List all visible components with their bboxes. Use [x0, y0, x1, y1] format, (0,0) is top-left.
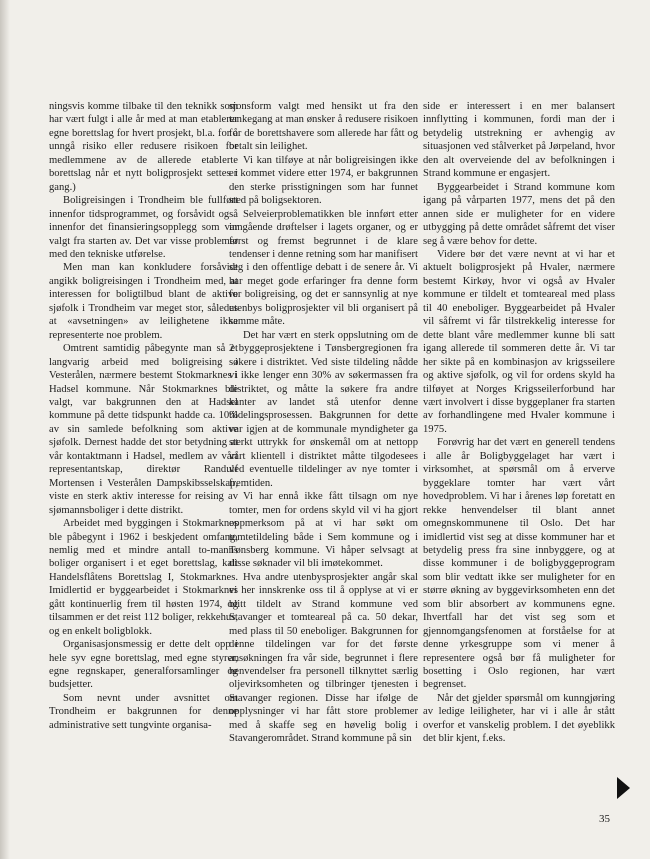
paragraph: ningsvis komme tilbake til den teknikk som har vært fulgt i alle år med at man etablerer egne borettslag for hvert prosjekt, bl.a. for å unngå risiko eller redusere risikoen for medlemmene av de allerede etablerte borettslag når et nytt boligprosjekt settes i gang.): [49, 101, 238, 193]
text-column-2: [229, 100, 418, 746]
paragraph: Omtrent samtidig påbegynte man så et langvarig arbeid med boligreising i Vesterålen, nærmere bestemt Stokmarknes i Hadsel kommune. Når Stokmarknes ble valgt, var bakgrunnen den at Hadsel kommune på dette tidspunkt hadde ca. 10% av sin samlede befolkning som aktive sjøfolk. Dernest hadde det stor betydning at vår kontaktmann i Hadsel, medlem av vårt representantskap, direktør Randulf Mortensen i Vesterålen Dampskibsselskap, viste en sterk aktiv interesse for reising av sjømannsboliger i dette distrikt.: [49, 343, 238, 516]
paragraph: sjonsform valgt med hensikt ut fra den tankegang at man ønsker å redusere risikoen for de borettshavere som allerede har fått og betalt sin leilighet.: [229, 101, 418, 153]
paragraph: Som nevnt under avsnittet om Trondheim er bakgrunnen for denne administrative sett tungvinte organisa-: [49, 692, 238, 731]
paragraph: Organisasjonsmessig er dette delt opp i hele syv egne borettslag, med egne styrer, egne regnskaper, generalforsamlinger og budsjetter.: [49, 639, 238, 691]
paragraph: Når det gjelder spørsmål om kunngjøring av ledige leiligheter, har vi i alle år stått overfor et vanskelig problem. I det øyeblikk det blir kjent, f.eks.: [423, 692, 615, 745]
right-triangle-arrow-icon: [617, 777, 630, 799]
text-column-3: [423, 100, 615, 746]
paragraph: Vi kan tilføye at når boligreisingen ikke er kommet videre etter 1974, er bakgrunnen den sterke prisstigningen som har funnet sted på boligsektoren.: [229, 154, 418, 207]
paragraph: Selveierproblematikken ble innført etter inngående drøftelser i lagets organer, og er først og fremst begrunnet i de klare tendenser i denne retning som har manifisert seg i den offentlige debatt i de senere år. Vi har meget gode erfaringer fra denne form for boligreising, og det er sannsynlig at nye utenbys boligprosjekter vil bli organisert på samme måte.: [229, 208, 418, 328]
paragraph: Arbeidet med byggingen i Stokmarknes ble påbegynt i 1962 i beskjedent omfang, nemlig med et mindre antall to-manns boliger organisert i et eget borettslag, kalt Handelsflåtens Borettslag I, Stokmarknes. Imidlertid er byggearbeidet i Stokmarknes gått kontinuerlig frem til høsten 1974, og tilsammen er det reist 112 boliger, rekkehus, og en enkelt boligblokk.: [49, 518, 238, 637]
paragraph: Hva andre utenbysprosjekter angår skal vi her innskrenke oss til å opplyse at vi er blitt tildelt av Strand kommune ved Stavanger et tomteareal på ca. 50 dekar, med plass til 50 eneboliger. Bakgrunnen for denne tildelingen var for det første ansøkningen fra vår side, begrunnet i flere henvendelser fra personell tilknyttet særlig oljevirksomheten og tilbringer tjenesten i Stavanger regionen. Disse har ifølge de opplysninger vi har fått store problemer med å skaffe seg en høvelig bolig i Stavangerområdet. Strand kommune på sin: [229, 571, 418, 745]
page-number: 35: [599, 813, 610, 825]
text-column-1: [49, 100, 238, 732]
paragraph: Forøvrig har det vært en generell tendens i alle år Boligbyggelaget har vært i virksomhet, at spørsmål om å erverve byggeklare tomter har vært vårt hovedproblem. Vi har i årenes løp foretatt en rekke henvendelser til blant annet omegnskommunene til Oslo. Det har imidlertid vist seg at disse kommuner har et betydelig press fra sine innbyggere, og at disse kommuner i de boligbyggeprogram som blir vedtatt ikke ser muligheter for en større økning av byggevirksomheten enn det som blir absorbert av kommunens egne. Ihvertfall har det vist seg som et gjennomgangsfenomen at forståelse for at denne yrkesgruppe som vi mener å representere også bør få muligheter for bosetting i Oslo regionen, har vært begrenset.: [423, 437, 615, 691]
binding-shadow: [0, 0, 10, 859]
paragraph: Boligreisingen i Trondheim ble fullført innenfor tidsprogrammet, og forsåvidt også innenfor det finansieringsopplegg som var valgt fra starten av. Det var visse problemer med den tekniske utførelse.: [49, 195, 238, 260]
paragraph: Vi har ennå ikke fått tilsagn om nye tomter, men for ordens skyld vil vi ha gjort oppmerksom på at vi har søkt om tomtetildeling både i Sem kommune og i Tønsberg kommune. Vi håper selvsagt at disse søknader vil bli imøtekommet.: [229, 491, 418, 570]
paragraph: Videre bør det være nevnt at vi har et aktuelt boligprosjekt på Hvaler, nærmere bestemt Kirkøy, hvor vi også av Hvaler kommune er tildelt et tomteareal med plass til 40 eneboliger. Byggearbeidet på Hvaler vil såfremt vi får tilstrekkelig interesse for dette blant våre medlemmer kunne bli satt igang allerede til sommeren dette år. Vi tar her sikte på en kombinasjon av krigsseilere og aktive sjøfolk, og vil for ordens skyld ha tilføyet at Norges Krigsseilerforbund har vært involvert i disse byggeplaner fra starten av forhandlingene med Hvaler kommune i 1975.: [423, 248, 615, 435]
paragraph: Men man kan konkludere forsåvidt angikk boligreisingen i Trondheim med, at interessen for boligtilbud blant de aktive sjøfolk i Trondheim var meget stor, således at «avsetningen» av leilighetene ikke representerte noe problem.: [49, 262, 238, 341]
paragraph: Det har vært en sterk oppslutning om de 2 byggeprosjektene i Tønsbergregionen fra søkere i distriktet. Ved siste tildeling nådde vi ikke lenger enn 30% av søkermassen fra distriktet, og måtte la søkere fra andre kanter av landet stå utenfor denne tildelingsprosessen. Bakgrunnen for dette var igjen at de kommunale myndigheter ga sterkt uttrykk for ønskemål om at nettopp vårt klientell i distriktet måtte tilgodesees ved eventuelle tildelinger av nye tomter i fremtiden.: [229, 329, 418, 489]
paragraph: side er interessert i en mer balansert innflytting i kommunen, fordi man der i betydelig utstrekning er avhengig av situasjonen ved stålverket på Jørpeland, hvor den alt overveiende del av befolkningen i Strand kommune er engasjert.: [423, 101, 615, 180]
paragraph: Byggearbeidet i Strand kommune kom igang på vårparten 1977, mens det på den annen side er muligheter for en videre utbygging på dette området såfremt det viser seg å være behov for dette.: [423, 181, 615, 247]
